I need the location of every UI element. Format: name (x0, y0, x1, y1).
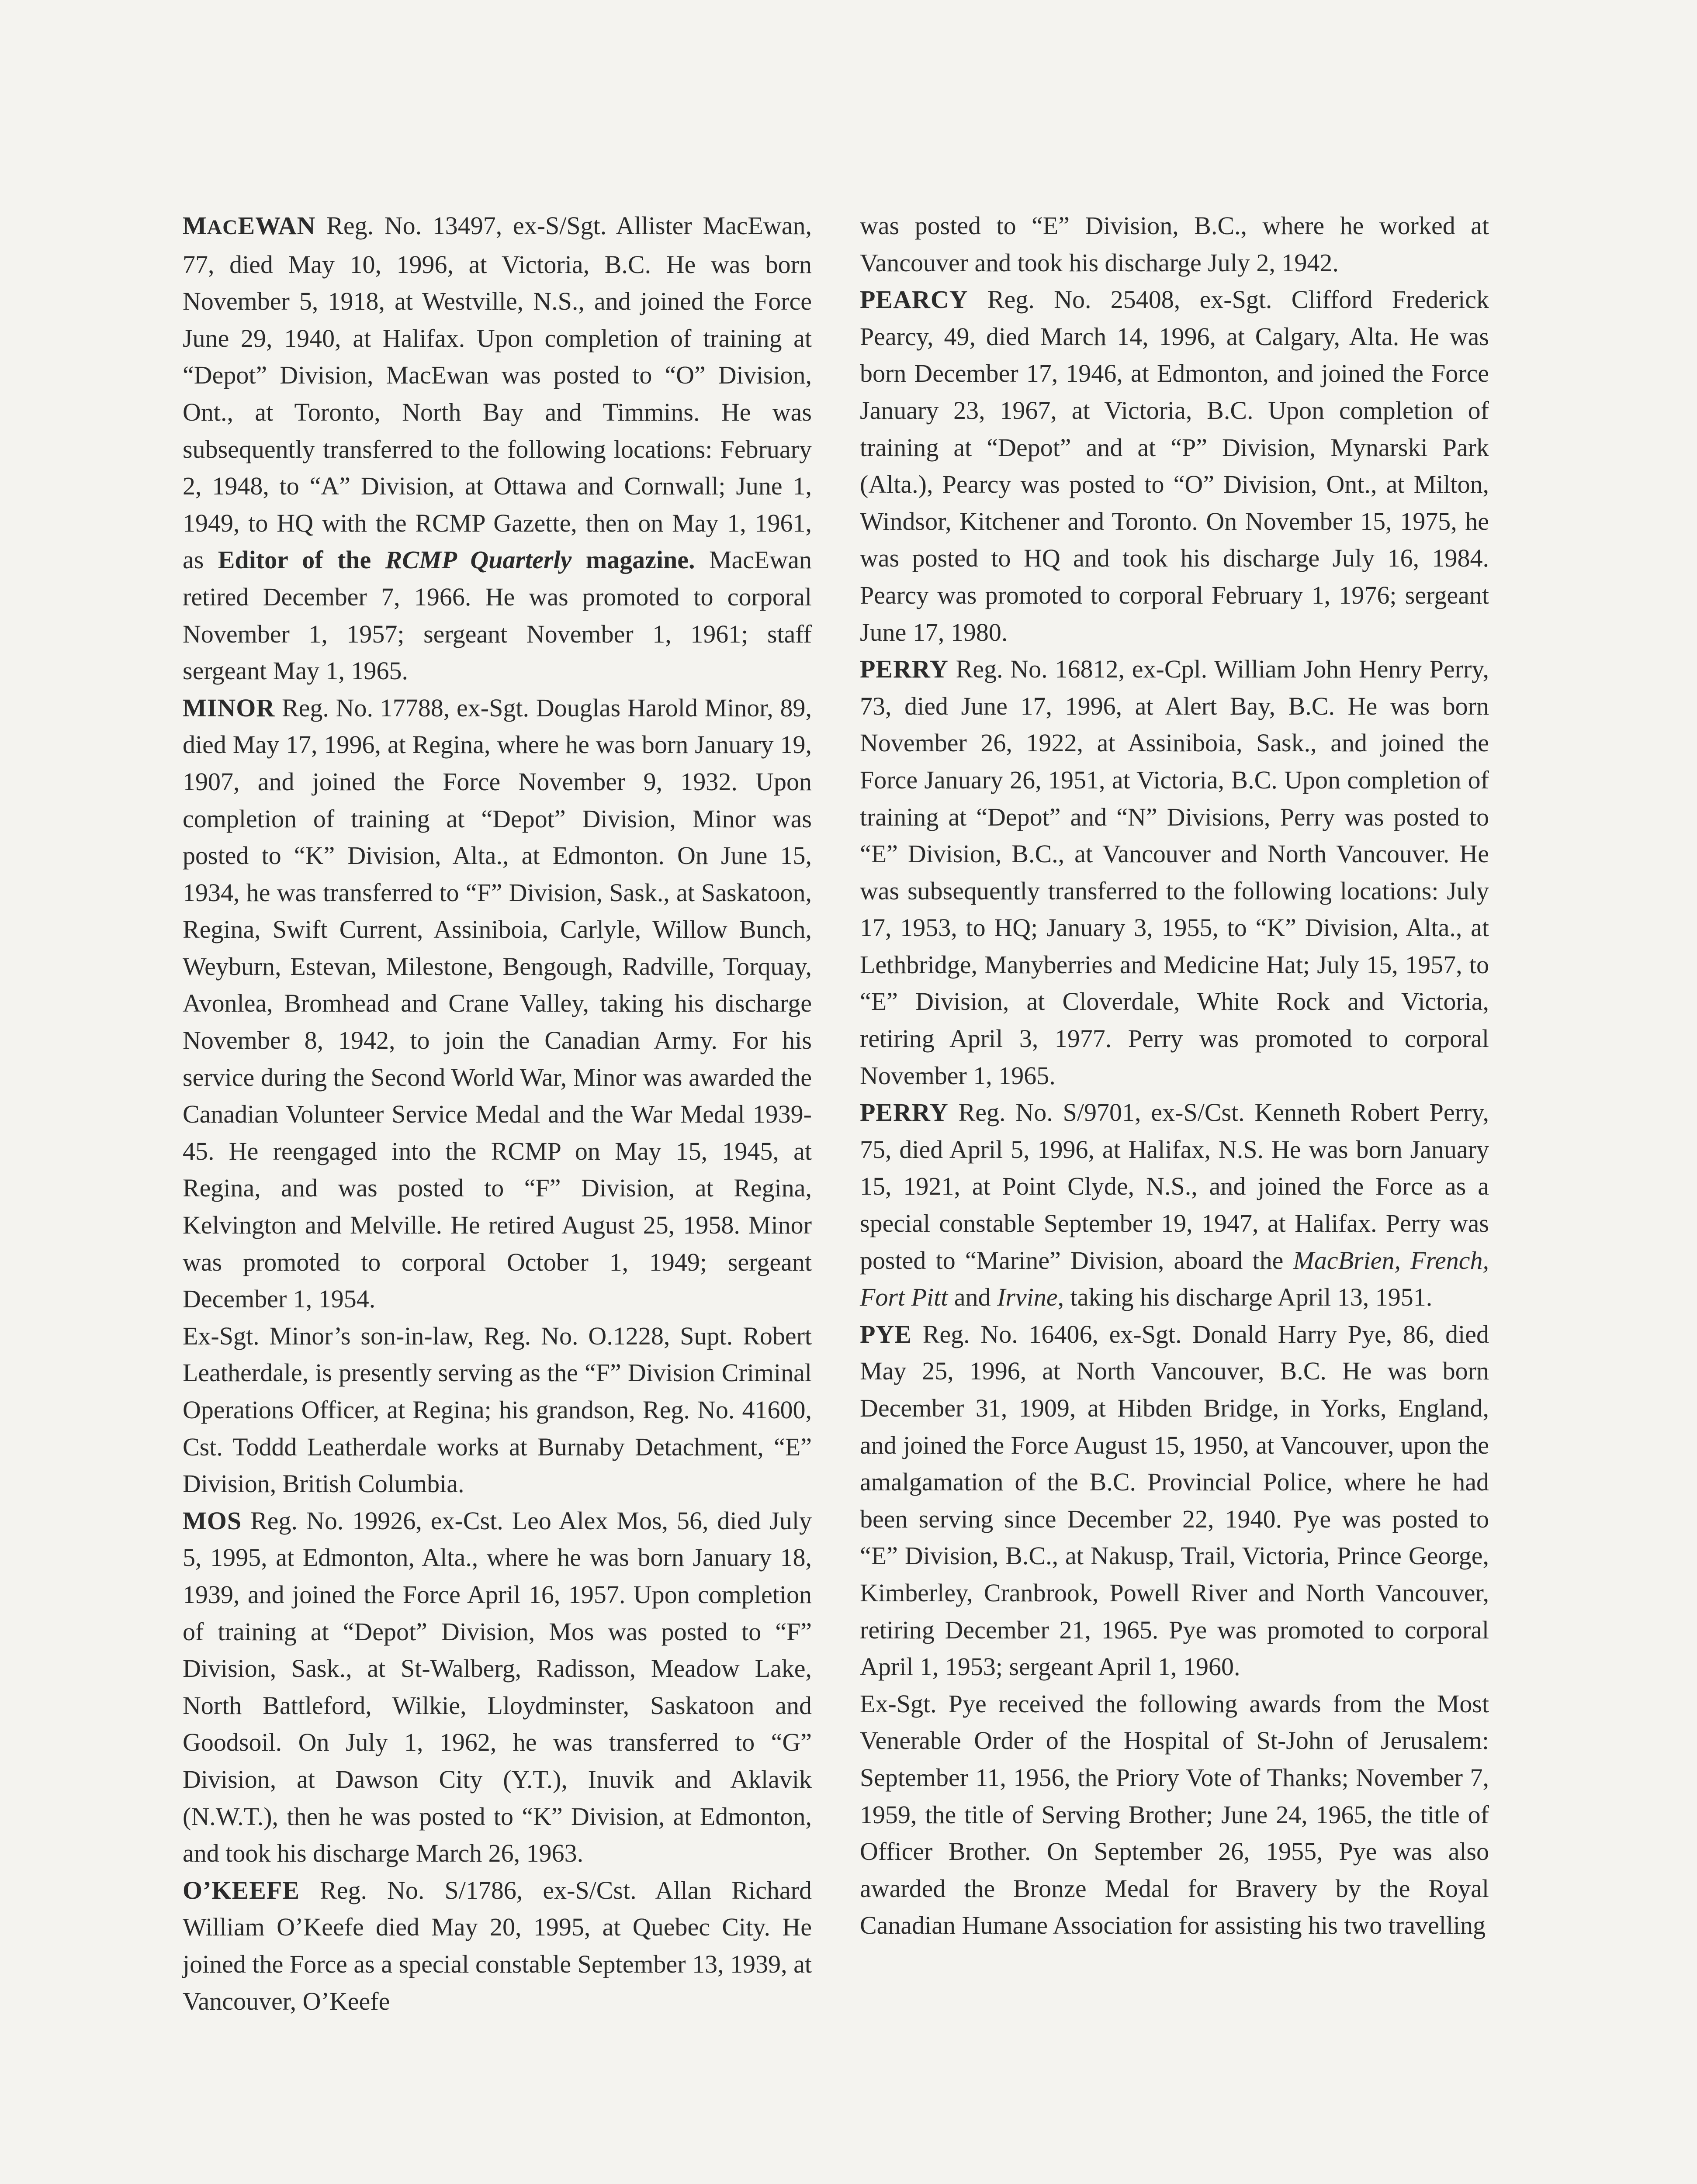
surname-perry: PERRY (860, 655, 949, 684)
editor-title (218, 546, 695, 574)
obituary-okeefe-continued: was posted to “E” Division, B.C., where he worked at Vancouver and took his discharge July 2, 1942. (860, 211, 1489, 277)
ship-name-last: Irvine (997, 1283, 1058, 1312)
surname-part: M (183, 211, 207, 240)
obituary-macewan (183, 207, 812, 690)
surname-mos: MOS (183, 1506, 242, 1535)
obituary-mos (183, 1503, 812, 1872)
obituary-minor (183, 690, 812, 1318)
ship-names: MacBrien, French, Fort Pitt (860, 1246, 1489, 1312)
obituary-perry-kenneth (860, 1094, 1489, 1316)
surname-part: EWAN (238, 211, 316, 240)
surname-minor: MINOR (183, 693, 275, 722)
entry-text: Reg. No. 16406, ex-Sgt. Donald Harry Pye, 86, died May 25, 1996, at North Vancouver, B.C. He was born December 31, 1909, at Hibden Bridge, in Yorks, England, and joined the Force August 15, 1950, at Vancouver, upon the amalgamation of the B.C. Provincial Police, where he had been serving since December 22, 1940. Pye was posted to “E” Division, B.C., at Nakusp, Trail, Victoria, Prince George, Kimberley, Cranbrook, Powell River and North Vancouver, retiring December 21, 1965. Pye was promoted to corporal April 1, 1953; sergeant April 1, 1960. (860, 1320, 1489, 1681)
surname-part: AC (207, 216, 238, 239)
entry-text: , taking his discharge April 13, 1951. (1057, 1283, 1433, 1312)
obituary-perry-william (860, 651, 1489, 1094)
entry-text: Reg. No. S/1786, ex-S/Cst. Allan Richard William O’Keefe died May 20, 1995, at Quebec City. He joined the Force as a special constable September 13, 1939, at Vancouver, O’Keefe (183, 1876, 812, 2015)
surname-macewan (183, 211, 315, 240)
surname-pearcy: PEARCY (860, 285, 968, 314)
entry-text: Reg. No. 25408, ex-Sgt. Clifford Frederick Pearcy, 49, died March 14, 1996, at Calgary, Alta. He was born December 17, 1946, at Edmonton, and joined the Force January 23, 1967, at Victoria, B.C. Upon completion of training at “Depot” and at “P” Division, Mynarski Park (Alta.), Pearcy was posted to “O” Division, Ont., at Milton, Windsor, Kitchener and Toronto. On November 15, 1975, he was posted to HQ and took his discharge July 16, 1984. Pearcy was promoted to corporal February 1, 1976; sergeant June 17, 1980. (860, 285, 1489, 646)
note-minor-family: Ex-Sgt. Minor’s son-in-law, Reg. No. O.1228, Supt. Robert Leatherdale, is presently serving as the “F” Division Criminal Operations Officer, at Regina; his grandson, Reg. No. 41600, Cst. Toddd Leatherdale works at Burnaby Detachment, “E” Division, British Columbia. (183, 1321, 812, 1498)
entry-text: Reg. No. 19926, ex-Cst. Leo Alex Mos, 56, died July 5, 1995, at Edmonton, Alta., where he was born January 18, 1939, and joined the Force April 16, 1957. Upon completion of training at “Depot” Division, Mos was posted to “F” Division, Sask., at St-Walberg, Radisson, Meadow Lake, North Battleford, Wilkie, Lloydminster, Saskatoon and Goodsoil. On July 1, 1962, he was transferred to “G” Division, at Dawson City (Y.T.), Inuvik and Aklavik (N.W.T.), then he was posted to “K” Division, at Edmonton, and took his discharge March 26, 1963. (183, 1506, 812, 1868)
surname-perry: PERRY (860, 1098, 949, 1127)
entry-text: MacEwan retired December 7, 1966. He was promoted to corporal November 1, 1957; sergeant November 1, 1961; staff sergeant May 1, 1965. (183, 546, 812, 685)
editor-tail: magazine. (571, 546, 695, 574)
entry-text: Reg. No. 17788, ex-Sgt. Douglas Harold Minor, 89, died May 17, 1996, at Regina, where he was born January 19, 1907, and joined the Force November 9, 1932. Upon completion of training at “Depot” Division, Minor was posted to “K” Division, Alta., at Edmonton. On June 15, 1934, he was transferred to “F” Division, Sask., at Saskatoon, Regina, Swift Current, Assiniboia, Carlyle, Willow Bunch, Weyburn, Estevan, Milestone, Bengough, Radville, Torquay, Avonlea, Bromhead and Crane Valley, taking his discharge November 8, 1942, to join the Canadian Army. For his service during the Second World War, Minor was awarded the Canadian Volunteer Service Medal and the War Medal 1939-45. He reengaged into the RCMP on May 15, 1945, at Regina, and was posted to “F” Division, at Regina, Kelvington and Melville. He retired August 25, 1958. Minor was promoted to corporal October 1, 1949; sergeant December 1, 1954. (183, 693, 812, 1313)
surname-okeefe: O’KEEFE (183, 1876, 300, 1904)
note-pye-awards: Ex-Sgt. Pye received the following awards from the Most Venerable Order of the Hospital of St-John of Jerusalem: September 11, 1956, the Priory Vote of Thanks; November 7, 1959, the title of Serving Brother; June 24, 1965, the title of Officer Brother. On September 26, 1955, Pye was also awarded the Bronze Medal for Bravery by the Royal Canadian Humane Association for assisting his two travelling (860, 1689, 1489, 1940)
obituary-pearcy (860, 281, 1489, 651)
surname-pye: PYE (860, 1320, 912, 1348)
obituary-okeefe (183, 1872, 812, 2020)
magazine-name: RCMP Quarterly (385, 546, 572, 574)
entry-text: and (948, 1283, 997, 1312)
editor-label: Editor of the (218, 546, 385, 574)
entry-text: Reg. No. 16812, ex-Cpl. William John Henry Perry, 73, died June 17, 1996, at Alert Bay, B.C. He was born November 26, 1922, at Assiniboia, Sask., and joined the Force January 26, 1951, at Victoria, B.C. Upon completion of training at “Depot” and “N” Divisions, Perry was posted to “E” Division, B.C., at Vancouver and North Vancouver. He was subsequently transferred to the following locations: July 17, 1953, to HQ; January 3, 1955, to “K” Division, Alta., at Lethbridge, Manyberries and Medicine Hat; July 15, 1957, to “E” Division, at Cloverdale, White Rock and Victoria, retiring April 3, 1977. Perry was promoted to corporal November 1, 1965. (860, 655, 1489, 1090)
obituary-pye (860, 1316, 1489, 1686)
entry-text: Reg. No. S/9701, ex-S/Cst. Kenneth Robert Perry, 75, died April 5, 1996, at Halifax, N.S. He was born January 15, 1921, at Point Clyde, N.S., and joined the Force as a special constable September 19, 1947, at Halifax. Perry was posted to “Marine” Division, aboard the (860, 1098, 1489, 1275)
left-column (183, 207, 812, 2020)
entry-text: Reg. No. 13497, ex-S/Sgt. Allister MacEwan, 77, died May 10, 1996, at Victoria, B.C. He was born November 5, 1918, at Westville, N.S., and joined the Force June 29, 1940, at Halifax. Upon completion of training at “Depot” Division, MacEwan was posted to “O” Division, Ont., at Toronto, North Bay and Timmins. He was subsequently transferred to the following locations: February 2, 1948, to “A” Division, at Ottawa and Cornwall; June 1, 1949, to HQ with the RCMP Gazette, then on May 1, 1961, as (183, 211, 812, 574)
right-column (860, 207, 1489, 1944)
